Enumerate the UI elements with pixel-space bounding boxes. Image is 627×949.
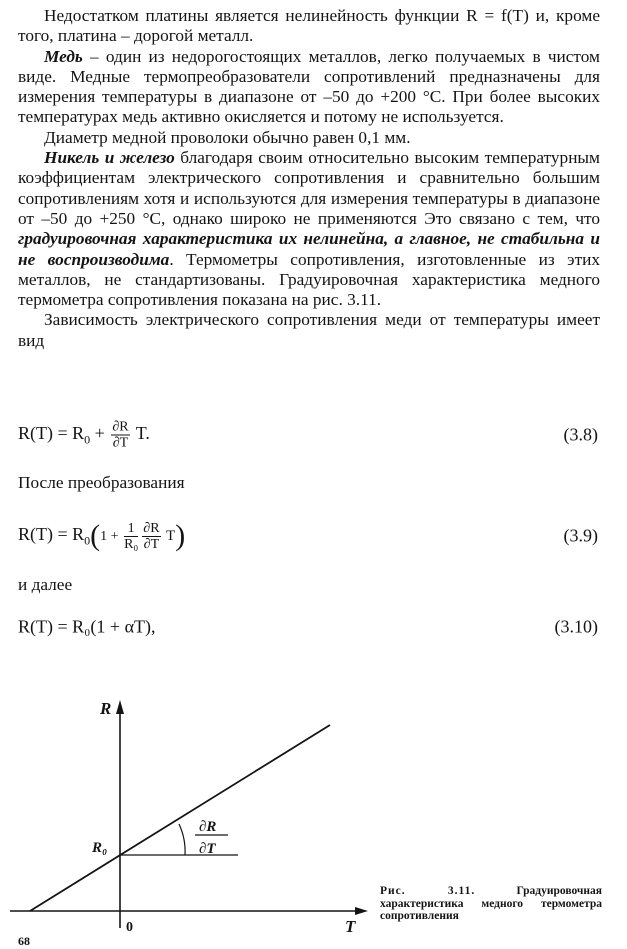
eq2-sub: 0 — [84, 533, 91, 548]
label-after-transform: После преобразования — [18, 473, 185, 492]
eq2-paren-open: ( — [90, 519, 101, 552]
r-axis-label: R — [100, 699, 112, 718]
paragraph-platinum: Недостатком платины является нелинейность функции R = f(T) и, кроме того, платина – дорогой металл. — [18, 6, 600, 46]
eq3-formula: R(T) = R₀(1 + αT), — [18, 616, 156, 637]
eq1-derivative: $\frac{\partial R}{\partial T}$ — [112, 419, 129, 451]
eq2-left: R(T) = R — [18, 524, 85, 545]
eq2-inner-one: 1 + — [100, 529, 123, 545]
eq1-sub: 0 — [84, 432, 91, 447]
paragraph-nickel-iron: Никель и железо благодаря своим относительно высоким температурным коэффициентам электрического сопротивления и сравнительно большим сопротивлениям хотя и используются для измерения температуры в диапазоне от –50 до +250 °С, однако широко не применяются Это связано с тем, что градуировочная характеристика их нелинейна, а главное, не стабильна и не воспроизводима. Термометры сопротивления, изготовленные из этих металлов, не стандартизованы. Градуировочная характеристика медного термометра сопротивления показана на рис. 3.11. — [18, 148, 601, 310]
slope-numerator: ∂R — [199, 819, 217, 835]
slope-denominator: ∂T — [199, 841, 216, 857]
eq1-plus: + — [90, 423, 110, 444]
r-axis-arrow — [116, 700, 124, 714]
eq2-fraction: $\frac{1}{\text{R₀}}$ — [124, 520, 139, 552]
eq2-paren-close: ) — [175, 519, 186, 552]
origin-label: 0 — [126, 920, 133, 935]
paragraph-wire-diameter: Диаметр медной проволоки обычно равен 0,1 мм. — [44, 127, 411, 147]
paragraph-dependence: Зависимость электрического сопротивления меди от температуры имеет вид — [18, 310, 600, 350]
r0-label: R₀ — [92, 840, 108, 856]
eq2-derivative: $\frac{\partial R}{\partial T}$ — [143, 520, 160, 552]
eq2-tail: T — [162, 528, 176, 545]
body-text — [18, 6, 600, 351]
equation-3-9 — [18, 512, 600, 560]
equation-3-8 — [18, 415, 600, 455]
label-further: и далее — [18, 575, 73, 594]
equation-number-3-10: (3.10) — [554, 616, 598, 637]
figure-caption — [380, 885, 602, 923]
slope-angle-arc — [179, 824, 185, 855]
caption-text: Градуировочная характеристика медного термометра сопротивления — [380, 885, 602, 922]
eq1-left: R(T) = R — [18, 423, 85, 444]
equation-number-3-8: (3.8) — [563, 424, 598, 445]
characteristic-line — [30, 725, 330, 911]
caption-number: Рис. 3.11. — [380, 885, 476, 897]
eq1-tail: T. — [131, 423, 150, 444]
paragraph-copper: Медь – один из недорогостоящих металлов, легко получаемых в чистом виде. Медные термопреобразователи сопротивлений предназначены для измерения температуры в диапазоне от –50 до +200 °С. При более высоких температурах медь активно окисляется и потому не используется. — [18, 46, 600, 127]
t-axis-arrow — [355, 907, 368, 915]
page-number: 68 — [18, 934, 30, 948]
equation-number-3-9: (3.9) — [563, 525, 598, 546]
t-axis-label: T — [345, 917, 356, 936]
equation-3-10 — [18, 607, 600, 647]
